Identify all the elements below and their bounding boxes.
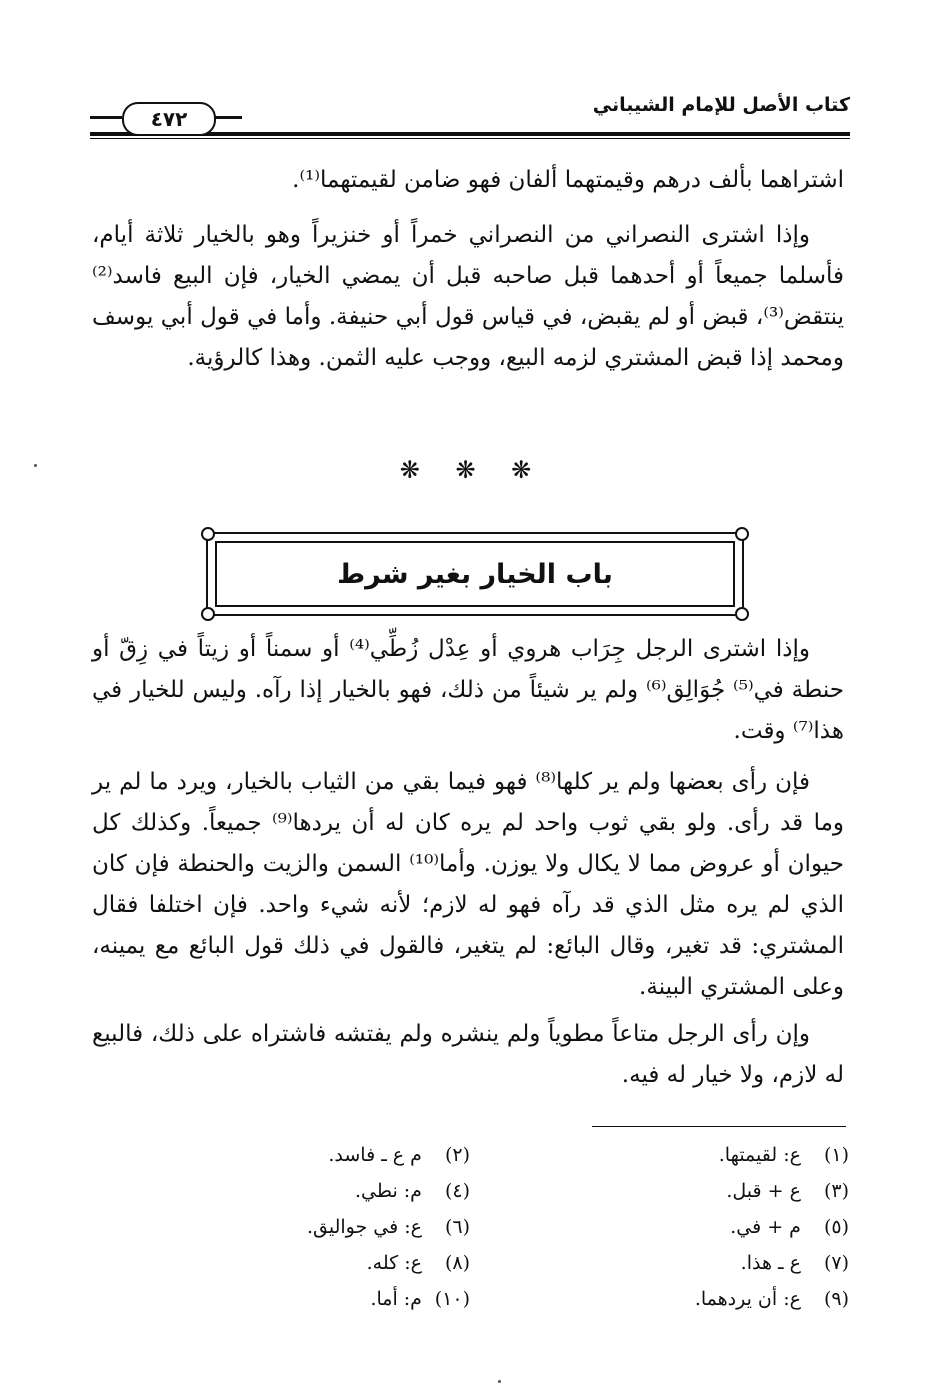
- paragraph: وإن رأى الرجل متاعاً مطوياً ولم ينشره ولم يفتشه فاشتراه على ذلك، فالبيع له لازم، ولا خيار له فيه.: [92, 1021, 844, 1088]
- footnotes-left-column: [210, 1137, 470, 1317]
- footnotes-right-column: [589, 1137, 849, 1317]
- chapter-heading-inner: [215, 541, 735, 607]
- header-rule-thin: [90, 138, 850, 139]
- frame-corner-ornament: [735, 607, 749, 621]
- footnote: (٨) ع: كله.: [366, 1252, 470, 1274]
- book-title: كتاب الأصل للإمام الشيباني: [592, 94, 850, 116]
- page-header: [90, 88, 850, 158]
- paragraph: اشتراهما بألف درهم وقيمتهما ألفان فهو ضامن لقيمتهما⁽¹⁾.: [292, 167, 844, 193]
- chapter-title: باب الخيار بغير شرط: [337, 558, 613, 590]
- footnote: (٤) م: نطي.: [354, 1180, 470, 1202]
- section-separator: ❋ ❋ ❋: [399, 456, 546, 484]
- footnote: (٩) ع: أن يردهما.: [694, 1288, 849, 1310]
- paragraph: وإذا اشترى الرجل جِرَاب هروي أو عِدْل زُطِّي⁽⁴⁾ أو سمناً أو زيتاً في زِقّ أو حنطة في⁽⁵⁾ جُوَالِق⁽⁶⁾ ولم ير شيئاً من ذلك، فهو بالخيار إذا رآه. وليس للخيار في هذا⁽⁷⁾ وقت.: [92, 636, 845, 744]
- footnote: (١) ع: لقيمتها.: [718, 1144, 849, 1166]
- header-rule-mid: [212, 116, 242, 119]
- frame-corner-ornament: [201, 527, 215, 541]
- footnote-rule: [592, 1126, 846, 1127]
- footnote: (١٠) م: أما.: [370, 1288, 470, 1310]
- footnote: (٣) ع + قبل.: [726, 1180, 849, 1202]
- chapter-text: [92, 629, 844, 1096]
- footnote: (٢) م ع ـ فاسد.: [328, 1144, 470, 1166]
- header-rule-left: [90, 116, 122, 119]
- scan-speck: [34, 464, 37, 467]
- paragraph: وإذا اشترى النصراني من النصراني خمراً أو خنزيراً وهو بالخيار ثلاثة أيام، فأسلما جميعاً أو أحدهما قبل صاحبه قبل أن يمضي الخيار، فإن البيع فاسد⁽²⁾ ينتقض⁽³⁾، قبض أو لم يقبض، في قياس قول أبي حنيفة. وأما في قول أبي يوسف ومحمد إذا قبض المشتري لزمه البيع، ووجب عليه الثمن. وهذا كالرؤية.: [92, 222, 844, 371]
- footnote: (٦) ع: في جواليق.: [306, 1216, 470, 1238]
- footnote: (٥) م + في.: [730, 1216, 849, 1238]
- opening-text: [92, 160, 844, 379]
- frame-corner-ornament: [201, 607, 215, 621]
- footnote: (٧) ع ـ هذا.: [740, 1252, 849, 1274]
- frame-corner-ornament: [735, 527, 749, 541]
- paragraph: فإن رأى بعضها ولم ير كلها⁽⁸⁾ فهو فيما بقي من الثياب بالخيار، ويرد ما لم ير وما قد رأى. ولو بقي ثوب واحد لم يره كان له أن يردها⁽⁹⁾ جميعاً. وكذلك كل حيوان أو عروض مما لا يكال ولا يوزن. وأما⁽¹⁰⁾ السمن والزيت والحنطة فإن كان الذي لم يره مثل الذي قد رآه فهو له لازم؛ لأنه شيء واحد. فإن اختلفا فقال المشتري: قد تغير، وقال البائع: لم يتغير، فالقول في ذلك قول البائع مع يمينه، وعلى المشتري البينة.: [92, 769, 844, 1000]
- page-number: ٤٧٢: [122, 102, 216, 136]
- chapter-heading-frame: [206, 532, 744, 616]
- scan-speck: [498, 1380, 501, 1383]
